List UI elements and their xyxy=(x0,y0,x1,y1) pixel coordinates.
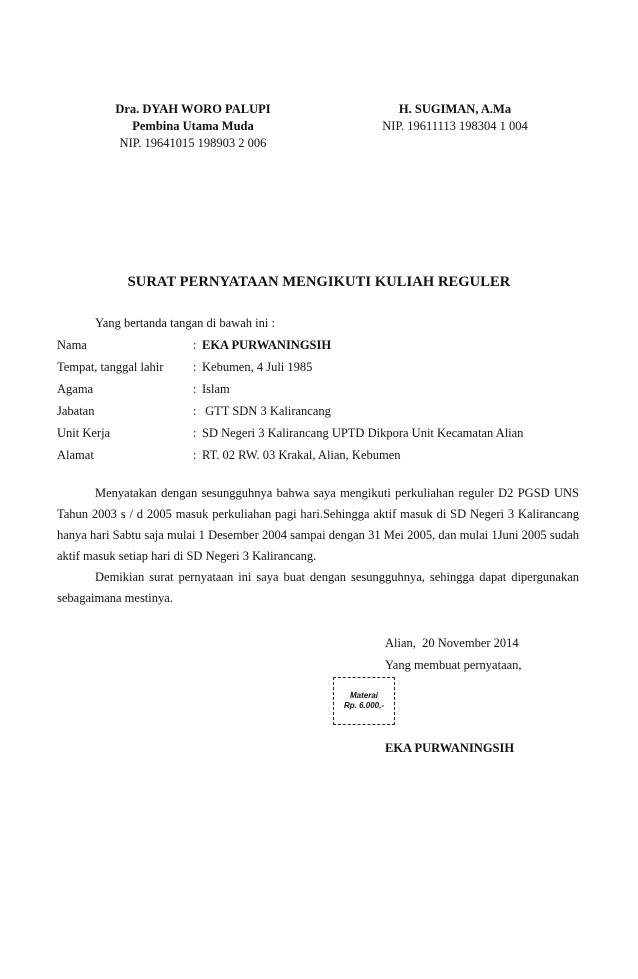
field-colon: : xyxy=(193,426,197,440)
left-signatory-rank: Pembina Utama Muda xyxy=(132,119,254,133)
field-value-ttl: Kebumen, 4 Juli 1985 xyxy=(202,360,313,374)
field-label-nama: Nama xyxy=(57,338,87,352)
closing-paragraph: Demikian surat pernyataan ini saya buat dengan sesungguhnya, sehingga dapat dipergunakan sebagaimana mestinya. xyxy=(57,570,579,605)
field-colon: : xyxy=(193,360,197,374)
stamp-label: Materai xyxy=(349,691,378,700)
statement-paragraph: Menyatakan dengan sesungguhnya bahwa saya mengikuti perkuliahan reguler D2 PGSD UNS Tahun 2003 s / d 2005 masuk perkuliahan pagi hari.Sehingga aktif masuk di SD Negeri 3 Kalirancang hanya hari Sabtu saja mulai 1 Desember 2004 sampai dengan 31 Mei 2005, dan mulai 1Juni 2005 sudah aktif masuk setiap hari di SD Negeri 3 Kalirancang. xyxy=(57,486,579,563)
field-value-unit-kerja: SD Negeri 3 Kalirancang UPTD Dikpora Unit Kecamatan Alian xyxy=(202,426,524,440)
document-title: SURAT PERNYATAAN MENGIKUTI KULIAH REGULER xyxy=(127,274,511,290)
left-signatory xyxy=(98,101,288,152)
field-colon: : xyxy=(193,338,197,352)
right-signatory-nip: NIP. 19611113 198304 1 004 xyxy=(382,119,528,133)
left-signatory-nip: NIP. 19641015 198903 2 006 xyxy=(119,136,267,150)
field-value-jabatan: GTT SDN 3 Kalirancang xyxy=(202,404,331,418)
field-colon: : xyxy=(193,382,197,396)
field-value-agama: Islam xyxy=(202,382,230,396)
field-label-alamat: Alamat xyxy=(57,448,94,462)
right-signatory xyxy=(360,101,550,135)
field-colon: : xyxy=(193,448,197,462)
field-label-unit-kerja: Unit Kerja xyxy=(57,426,111,440)
field-value-nama: EKA PURWANINGSIH xyxy=(202,338,332,352)
signer-name: EKA PURWANINGSIH xyxy=(385,741,515,755)
maker-label: Yang membuat pernyataan, xyxy=(385,658,522,672)
body-text xyxy=(57,483,579,609)
field-label-ttl: Tempat, tanggal lahir xyxy=(57,360,164,374)
field-label-agama: Agama xyxy=(57,382,94,396)
left-signatory-name: Dra. DYAH WORO PALUPI xyxy=(115,102,271,116)
field-value-alamat: RT. 02 RW. 03 Krakal, Alian, Kebumen xyxy=(202,448,401,462)
right-signatory-name: H. SUGIMAN, A.Ma xyxy=(398,102,512,116)
field-label-jabatan: Jabatan xyxy=(57,404,95,418)
intro-text: Yang bertanda tangan di bawah ini : xyxy=(95,316,275,330)
stamp-value: Rp. 6.000,- xyxy=(343,701,384,710)
stamp-box xyxy=(333,677,395,725)
field-colon: : xyxy=(193,404,197,418)
place-date: Alian, 20 November 2014 xyxy=(385,636,519,650)
